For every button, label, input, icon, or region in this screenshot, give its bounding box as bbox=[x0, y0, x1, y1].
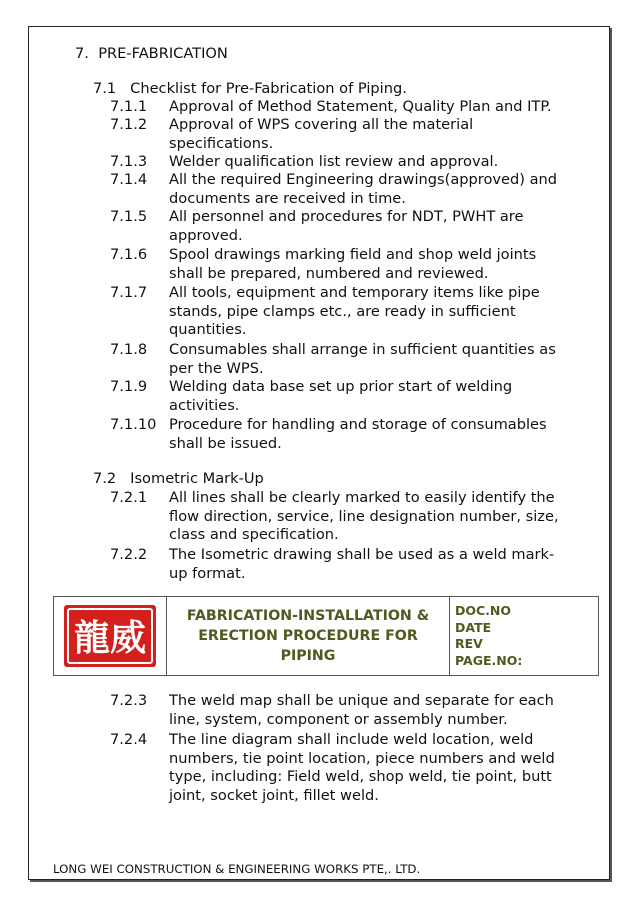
item-line: numbers, tie point location, piece numbers and weld bbox=[169, 749, 555, 767]
subsection-number: 7.1 bbox=[93, 80, 117, 97]
list-item bbox=[169, 98, 579, 117]
subsection-number: 7.2 bbox=[93, 470, 117, 487]
list-item bbox=[169, 489, 579, 545]
list-item bbox=[169, 208, 579, 245]
subsection-title: Checklist for Pre-Fabrication of Piping. bbox=[130, 80, 407, 97]
title-line: FABRICATION-INSTALLATION & bbox=[186, 608, 430, 624]
item-line: documents are received in time. bbox=[169, 189, 406, 207]
document-title bbox=[167, 597, 450, 675]
item-number: 7.1.5 bbox=[110, 208, 148, 225]
list-item bbox=[169, 246, 579, 283]
list-item bbox=[169, 116, 579, 153]
item-number: 7.1.2 bbox=[110, 116, 148, 133]
title-line: ERECTION PROCEDURE FOR bbox=[198, 628, 418, 644]
item-line: Welder qualification list review and approval. bbox=[169, 153, 499, 170]
subsection-heading-7-2 bbox=[93, 470, 264, 489]
logo-cell bbox=[54, 597, 167, 675]
item-number: 7.1.8 bbox=[110, 341, 148, 358]
item-line: All tools, equipment and temporary items like pipe bbox=[169, 284, 540, 301]
list-item bbox=[169, 416, 579, 453]
item-line: The line diagram shall include weld location, weld bbox=[169, 731, 534, 748]
item-line: shall be issued. bbox=[169, 434, 282, 452]
item-line: activities. bbox=[169, 396, 240, 414]
item-line: The Isometric drawing shall be used as a weld mark- bbox=[169, 546, 555, 563]
document-meta bbox=[450, 597, 598, 675]
section-heading bbox=[75, 45, 228, 64]
item-line: stands, pipe clamps etc., are ready in sufficient bbox=[169, 302, 516, 320]
item-number: 7.1.3 bbox=[110, 153, 148, 170]
item-line: quantities. bbox=[169, 321, 247, 338]
item-line: All lines shall be clearly marked to easily identify the bbox=[169, 489, 555, 506]
rev-label: REV bbox=[455, 636, 483, 651]
title-line: PIPING bbox=[280, 648, 336, 664]
item-number: 7.2.4 bbox=[110, 731, 148, 748]
subsection-title: Isometric Mark-Up bbox=[130, 470, 264, 487]
item-line: specifications. bbox=[169, 134, 274, 152]
item-number: 7.1.1 bbox=[110, 98, 148, 115]
list-item bbox=[169, 546, 579, 583]
item-number: 7.1.9 bbox=[110, 378, 148, 395]
item-line: class and specification. bbox=[169, 526, 339, 543]
list-item bbox=[169, 731, 579, 805]
item-line: joint, socket joint, fillet weld. bbox=[169, 786, 379, 804]
list-item bbox=[169, 378, 579, 415]
page-no-label: PAGE.NO: bbox=[455, 652, 523, 668]
subsection-heading-7-1 bbox=[93, 80, 407, 99]
item-line: line, system, component or assembly number. bbox=[169, 710, 508, 728]
item-number: 7.2.1 bbox=[110, 489, 148, 506]
item-number: 7.2.3 bbox=[110, 692, 148, 709]
list-item bbox=[169, 341, 579, 378]
item-number: 7.2.2 bbox=[110, 546, 148, 563]
item-line: flow direction, service, line designation number, size, bbox=[169, 507, 559, 525]
item-line: Consumables shall arrange in sufficient quantities as bbox=[169, 341, 556, 358]
item-number: 7.1.10 bbox=[110, 416, 157, 433]
item-line: Approval of WPS covering all the material bbox=[169, 116, 474, 133]
item-line: Welding data base set up prior start of welding bbox=[169, 378, 513, 395]
list-item bbox=[169, 171, 579, 208]
item-line: approved. bbox=[169, 226, 243, 244]
item-number: 7.1.6 bbox=[110, 246, 148, 263]
document-header-block bbox=[53, 596, 599, 676]
item-line: All personnel and procedures for NDT, PWHT are bbox=[169, 208, 524, 225]
seal-characters: 龍威 bbox=[73, 617, 147, 659]
item-line: Procedure for handling and storage of consumables bbox=[169, 416, 547, 433]
list-item bbox=[169, 284, 579, 340]
date-label: DATE bbox=[455, 619, 492, 635]
item-line: shall be prepared, numbered and reviewed. bbox=[169, 264, 489, 282]
list-item bbox=[169, 692, 579, 729]
item-line: Approval of Method Statement, Quality Plan and ITP. bbox=[169, 98, 552, 115]
section-title: PRE-FABRICATION bbox=[98, 45, 228, 62]
item-number: 7.1.7 bbox=[110, 284, 148, 301]
list-item bbox=[169, 153, 579, 172]
item-number: 7.1.4 bbox=[110, 171, 148, 188]
item-line: up format. bbox=[169, 564, 246, 582]
item-line: per the WPS. bbox=[169, 359, 264, 377]
page-footer: LONG WEI CONSTRUCTION & ENGINEERING WORKS PTE,. LTD. bbox=[53, 862, 421, 876]
item-line: The weld map shall be unique and separate for each bbox=[169, 692, 554, 709]
doc-no-label: DOC.NO bbox=[455, 603, 512, 618]
item-line: type, including: Field weld, shop weld, tie point, butt bbox=[169, 768, 552, 785]
section-number: 7. bbox=[75, 45, 89, 62]
company-seal-logo-icon bbox=[62, 603, 158, 669]
item-line: All the required Engineering drawings(approved) and bbox=[169, 171, 558, 188]
item-line: Spool drawings marking field and shop weld joints bbox=[169, 246, 537, 263]
